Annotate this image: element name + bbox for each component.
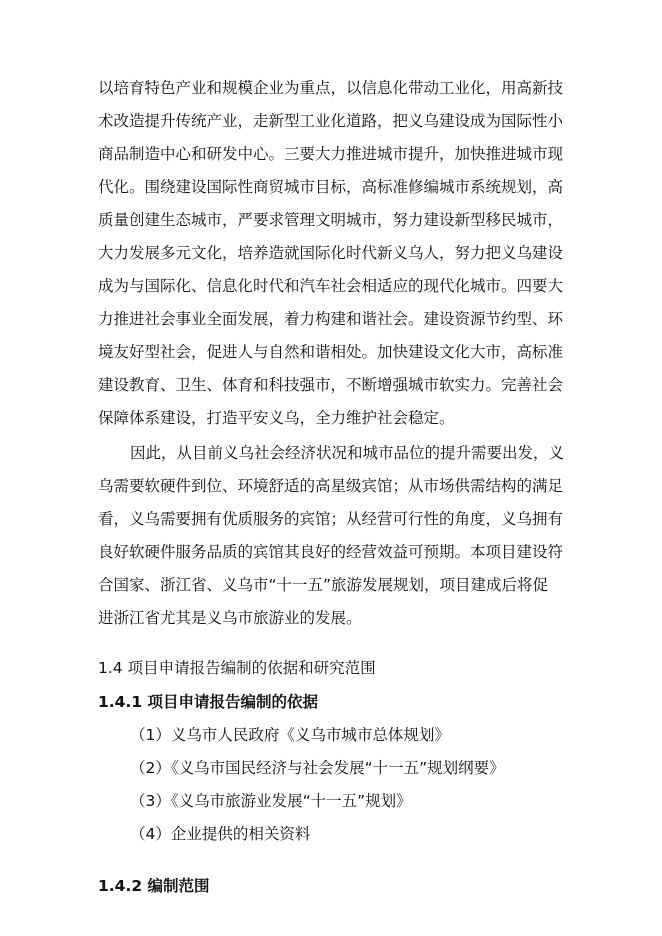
paragraph-1-line-8: 力推进社会事业全面发展，着力构建和谐社会。建设资源节约型、环 <box>98 310 564 328</box>
paragraph-1-line-10: 建设教育、卫生、体育和科技强市，不断增强城市软实力。完善社会 <box>98 376 564 394</box>
paragraph-1-line-3: 商品制造中心和研发中心。三要大力推进城市提升，加快推进城市现 <box>98 145 564 163</box>
section-1-4-1-title: 1.4.1 项目申请报告编制的依据 <box>98 693 319 711</box>
paragraph-1-line-5: 质量创建生态城市，严要求管理文明城市，努力建设新型移民城市， <box>98 211 564 229</box>
paragraph-1-line-1: 以培育特色产业和规模企业为重点，以信息化带动工业化，用高新技 <box>98 79 564 97</box>
paragraph-1-line-7: 成为与国际化、信息化时代和汽车社会相适应的现代化城市。四要大 <box>98 277 564 295</box>
paragraph-1-line-6: 大力发展多元文化，培养造就国际化时代新义乌人，努力把义乌建设 <box>98 244 564 262</box>
basis-list-item-1: （1）义乌市人民政府《义乌市城市总体规划》 <box>130 726 450 744</box>
paragraph-1-line-4: 代化。围绕建设国际性商贸城市目标，高标准修编城市系统规划，高 <box>98 178 564 196</box>
paragraph-2-line-4: 良好软硬件服务品质的宾馆其良好的经营效益可预期。本项目建设符 <box>98 543 564 561</box>
basis-list-item-3: （3）《义乌市旅游业发展“十一五”规划》 <box>130 792 412 810</box>
section-1-4-2-title: 1.4.2 编制范围 <box>98 877 210 895</box>
paragraph-1-line-2: 术改造提升传统产业，走新型工业化道路，把义乌建设成为国际性小 <box>98 112 564 130</box>
section-1-4-title: 1.4 项目申请报告编制的依据和研究范围 <box>98 659 376 677</box>
basis-list-item-4: （4）企业提供的相关资料 <box>130 825 311 843</box>
paragraph-2-line-2: 乌需要软硬件到位、环境舒适的高星级宾馆；从市场供需结构的满足 <box>98 477 564 495</box>
paragraph-1-line-11: 保障体系建设，打造平安义乌，全力维护社会稳定。 <box>98 409 455 427</box>
paragraph-2-line-6: 进浙江省尤其是义乌市旅游业的发展。 <box>98 609 362 627</box>
paragraph-1-line-9: 境友好型社会，促进人与自然和谐相处。加快建设文化大市，高标准 <box>98 343 564 361</box>
paragraph-2-line-5: 合国家、浙江省、义乌市“十一五”旅游发展规划，项目建成后将促 <box>98 576 549 594</box>
paragraph-2-line-3: 看，义乌需要拥有优质服务的宾馆；从经营可行性的角度，义乌拥有 <box>98 510 564 528</box>
paragraph-2-line-1: 因此，从目前义乌社会经济状况和城市品位的提升需要出发，义 <box>130 444 565 462</box>
basis-list-item-2: （2）《义乌市国民经济与社会发展“十一五”规划纲要》 <box>130 759 505 777</box>
